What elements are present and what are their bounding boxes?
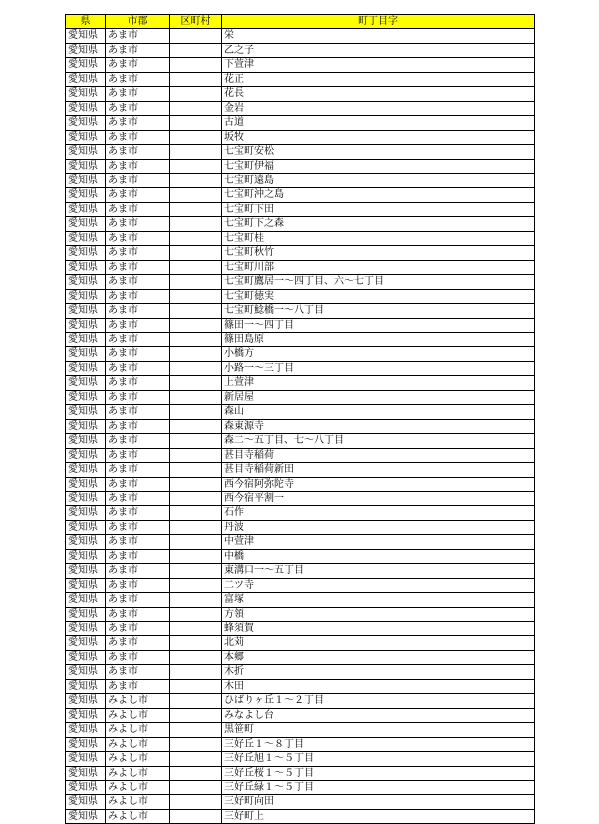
city-cell: あま市 (106, 289, 170, 303)
prefecture-cell: 愛知県 (66, 101, 106, 115)
table-row (66, 159, 535, 173)
ward-cell (170, 708, 222, 722)
city-cell: あま市 (106, 217, 170, 231)
prefecture-cell: 愛知県 (66, 491, 106, 505)
city-cell: あま市 (106, 535, 170, 549)
ward-cell (170, 809, 222, 823)
table-row (66, 737, 535, 751)
header-row (66, 15, 535, 29)
prefecture-cell: 愛知県 (66, 130, 106, 144)
table-row (66, 347, 535, 361)
prefecture-cell: 愛知県 (66, 434, 106, 448)
prefecture-cell: 愛知県 (66, 29, 106, 43)
city-cell: あま市 (106, 679, 170, 693)
city-cell: あま市 (106, 376, 170, 390)
town-cell: 甚目寺稲荷 (222, 448, 535, 462)
prefecture-cell: 愛知県 (66, 419, 106, 433)
table-row (66, 448, 535, 462)
ward-cell (170, 101, 222, 115)
prefecture-cell: 愛知県 (66, 679, 106, 693)
town-cell: 栄 (222, 29, 535, 43)
town-cell: 木折 (222, 665, 535, 679)
city-cell: あま市 (106, 332, 170, 346)
prefecture-cell: 愛知県 (66, 737, 106, 751)
table-row (66, 173, 535, 187)
table-row (66, 275, 535, 289)
city-cell: あま市 (106, 636, 170, 650)
ward-cell (170, 679, 222, 693)
ward-cell (170, 318, 222, 332)
city-cell: あま市 (106, 477, 170, 491)
city-cell: みよし市 (106, 723, 170, 737)
ward-cell (170, 405, 222, 419)
town-cell: 三好町向田 (222, 795, 535, 809)
ward-cell (170, 361, 222, 375)
city-cell: あま市 (106, 506, 170, 520)
city-cell: あま市 (106, 347, 170, 361)
prefecture-cell: 愛知県 (66, 723, 106, 737)
town-cell: 北苅 (222, 636, 535, 650)
town-cell: 七宝町下之森 (222, 217, 535, 231)
table-row (66, 217, 535, 231)
table-row (66, 246, 535, 260)
ward-cell (170, 752, 222, 766)
ward-cell (170, 231, 222, 245)
city-cell: あま市 (106, 622, 170, 636)
ward-cell (170, 29, 222, 43)
city-cell: あま市 (106, 173, 170, 187)
ward-cell (170, 448, 222, 462)
prefecture-cell: 愛知県 (66, 390, 106, 404)
city-cell: あま市 (106, 260, 170, 274)
column-header-ward-town-village: 区町村 (170, 15, 222, 29)
town-cell: みなよし台 (222, 708, 535, 722)
ward-cell (170, 694, 222, 708)
ward-cell (170, 636, 222, 650)
ward-cell (170, 173, 222, 187)
ward-cell (170, 332, 222, 346)
town-cell: 乙之子 (222, 43, 535, 57)
table-row (66, 650, 535, 664)
ward-cell (170, 304, 222, 318)
city-cell: みよし市 (106, 766, 170, 780)
city-cell: みよし市 (106, 781, 170, 795)
town-cell: 七宝町鷹居一～四丁目、六～七丁目 (222, 275, 535, 289)
table-row (66, 116, 535, 130)
prefecture-cell: 愛知県 (66, 477, 106, 491)
town-cell: 三好丘旭１～５丁目 (222, 752, 535, 766)
city-cell: あま市 (106, 202, 170, 216)
prefecture-cell: 愛知県 (66, 304, 106, 318)
prefecture-cell: 愛知県 (66, 43, 106, 57)
town-cell: 三好丘緑１～５丁目 (222, 781, 535, 795)
city-cell: あま市 (106, 72, 170, 86)
prefecture-cell: 愛知県 (66, 145, 106, 159)
town-cell: 富塚 (222, 593, 535, 607)
town-cell: 花長 (222, 87, 535, 101)
town-cell: 新居屋 (222, 390, 535, 404)
ward-cell (170, 795, 222, 809)
town-cell: 方領 (222, 607, 535, 621)
city-cell: あま市 (106, 405, 170, 419)
city-cell: あま市 (106, 116, 170, 130)
town-cell: 下萱津 (222, 58, 535, 72)
ward-cell (170, 491, 222, 505)
city-cell: あま市 (106, 231, 170, 245)
town-cell: 七宝町伊福 (222, 159, 535, 173)
town-cell: 七宝町秋竹 (222, 246, 535, 260)
ward-cell (170, 434, 222, 448)
table-row (66, 766, 535, 780)
town-cell: 黒笹町 (222, 723, 535, 737)
ward-cell (170, 130, 222, 144)
city-cell: あま市 (106, 520, 170, 534)
city-cell: あま市 (106, 434, 170, 448)
table-row (66, 87, 535, 101)
town-cell: ひばりヶ丘１～２丁目 (222, 694, 535, 708)
town-cell: 森山 (222, 405, 535, 419)
ward-cell (170, 607, 222, 621)
city-cell: あま市 (106, 448, 170, 462)
prefecture-cell: 愛知県 (66, 289, 106, 303)
town-cell: 七宝町安松 (222, 145, 535, 159)
town-cell: 石作 (222, 506, 535, 520)
town-cell: 坂牧 (222, 130, 535, 144)
table-row (66, 463, 535, 477)
table-row (66, 593, 535, 607)
ward-cell (170, 145, 222, 159)
town-cell: 篠田一～四丁目 (222, 318, 535, 332)
address-table (65, 14, 535, 824)
city-cell: あま市 (106, 564, 170, 578)
table-body (66, 29, 535, 824)
town-cell: 蜂須賀 (222, 622, 535, 636)
prefecture-cell: 愛知県 (66, 650, 106, 664)
ward-cell (170, 275, 222, 289)
table-row (66, 809, 535, 823)
town-cell: 三好丘桜１～５丁目 (222, 766, 535, 780)
city-cell: あま市 (106, 188, 170, 202)
ward-cell (170, 506, 222, 520)
table-row (66, 419, 535, 433)
ward-cell (170, 116, 222, 130)
ward-cell (170, 781, 222, 795)
town-cell: 小橋方 (222, 347, 535, 361)
table-row (66, 564, 535, 578)
table-row (66, 145, 535, 159)
table-row (66, 289, 535, 303)
table-row (66, 101, 535, 115)
ward-cell (170, 260, 222, 274)
table-row (66, 390, 535, 404)
town-cell: 金岩 (222, 101, 535, 115)
town-cell: 七宝町下田 (222, 202, 535, 216)
prefecture-cell: 愛知県 (66, 564, 106, 578)
table-row (66, 188, 535, 202)
prefecture-cell: 愛知県 (66, 578, 106, 592)
town-cell: 七宝町沖之島 (222, 188, 535, 202)
prefecture-cell: 愛知県 (66, 260, 106, 274)
city-cell: みよし市 (106, 694, 170, 708)
table-row (66, 130, 535, 144)
ward-cell (170, 58, 222, 72)
city-cell: あま市 (106, 491, 170, 505)
table-row (66, 202, 535, 216)
town-cell: 森東源寺 (222, 419, 535, 433)
town-cell: 三好丘１～８丁目 (222, 737, 535, 751)
ward-cell (170, 390, 222, 404)
ward-cell (170, 766, 222, 780)
city-cell: あま市 (106, 665, 170, 679)
town-cell: 二ツ寺 (222, 578, 535, 592)
city-cell: あま市 (106, 246, 170, 260)
table-row (66, 260, 535, 274)
city-cell: あま市 (106, 549, 170, 563)
prefecture-cell: 愛知県 (66, 87, 106, 101)
prefecture-cell: 愛知県 (66, 708, 106, 722)
ward-cell (170, 188, 222, 202)
town-cell: 七宝町鯰橋一～八丁目 (222, 304, 535, 318)
table-row (66, 752, 535, 766)
prefecture-cell: 愛知県 (66, 665, 106, 679)
town-cell: 花正 (222, 72, 535, 86)
prefecture-cell: 愛知県 (66, 766, 106, 780)
prefecture-cell: 愛知県 (66, 72, 106, 86)
table-row (66, 708, 535, 722)
town-cell: 森二～五丁目、七～八丁目 (222, 434, 535, 448)
table-row (66, 607, 535, 621)
ward-cell (170, 246, 222, 260)
table-row (66, 29, 535, 43)
ward-cell (170, 289, 222, 303)
prefecture-cell: 愛知県 (66, 694, 106, 708)
table-row (66, 578, 535, 592)
city-cell: あま市 (106, 650, 170, 664)
prefecture-cell: 愛知県 (66, 275, 106, 289)
table-row (66, 679, 535, 693)
city-cell: あま市 (106, 130, 170, 144)
ward-cell (170, 217, 222, 231)
table-row (66, 361, 535, 375)
city-cell: あま市 (106, 101, 170, 115)
city-cell: みよし市 (106, 795, 170, 809)
town-cell: 西今宿平割一 (222, 491, 535, 505)
ward-cell (170, 202, 222, 216)
table-row (66, 58, 535, 72)
city-cell: あま市 (106, 419, 170, 433)
prefecture-cell: 愛知県 (66, 636, 106, 650)
prefecture-cell: 愛知県 (66, 159, 106, 173)
table-row (66, 231, 535, 245)
table-row (66, 694, 535, 708)
town-cell: 七宝町桂 (222, 231, 535, 245)
town-cell: 上萱津 (222, 376, 535, 390)
city-cell: あま市 (106, 578, 170, 592)
city-cell: あま市 (106, 58, 170, 72)
city-cell: あま市 (106, 275, 170, 289)
city-cell: あま市 (106, 318, 170, 332)
city-cell: あま市 (106, 390, 170, 404)
town-cell: 中萱津 (222, 535, 535, 549)
ward-cell (170, 737, 222, 751)
city-cell: あま市 (106, 29, 170, 43)
column-header-town-chome: 町丁目字 (222, 15, 535, 29)
ward-cell (170, 535, 222, 549)
table-row (66, 636, 535, 650)
ward-cell (170, 593, 222, 607)
prefecture-cell: 愛知県 (66, 549, 106, 563)
prefecture-cell: 愛知県 (66, 376, 106, 390)
city-cell: あま市 (106, 593, 170, 607)
table-row (66, 723, 535, 737)
city-cell: みよし市 (106, 752, 170, 766)
town-cell: 七宝町遠島 (222, 173, 535, 187)
prefecture-cell: 愛知県 (66, 622, 106, 636)
city-cell: みよし市 (106, 737, 170, 751)
table-row (66, 332, 535, 346)
city-cell: あま市 (106, 607, 170, 621)
table-row (66, 434, 535, 448)
city-cell: あま市 (106, 361, 170, 375)
table-row (66, 535, 535, 549)
ward-cell (170, 564, 222, 578)
ward-cell (170, 463, 222, 477)
table-row (66, 665, 535, 679)
table-row (66, 795, 535, 809)
column-header-city: 市郡 (106, 15, 170, 29)
prefecture-cell: 愛知県 (66, 607, 106, 621)
ward-cell (170, 477, 222, 491)
prefecture-cell: 愛知県 (66, 752, 106, 766)
table-row (66, 520, 535, 534)
prefecture-cell: 愛知県 (66, 231, 106, 245)
town-cell: 七宝町川部 (222, 260, 535, 274)
ward-cell (170, 665, 222, 679)
city-cell: あま市 (106, 159, 170, 173)
prefecture-cell: 愛知県 (66, 361, 106, 375)
prefecture-cell: 愛知県 (66, 593, 106, 607)
ward-cell (170, 159, 222, 173)
ward-cell (170, 578, 222, 592)
ward-cell (170, 520, 222, 534)
prefecture-cell: 愛知県 (66, 173, 106, 187)
prefecture-cell: 愛知県 (66, 463, 106, 477)
column-header-prefecture: 県 (66, 15, 106, 29)
city-cell: みよし市 (106, 809, 170, 823)
ward-cell (170, 347, 222, 361)
prefecture-cell: 愛知県 (66, 347, 106, 361)
city-cell: あま市 (106, 304, 170, 318)
town-cell: 中橋 (222, 549, 535, 563)
ward-cell (170, 419, 222, 433)
ward-cell (170, 72, 222, 86)
table-row (66, 72, 535, 86)
table-row (66, 622, 535, 636)
prefecture-cell: 愛知県 (66, 448, 106, 462)
prefecture-cell: 愛知県 (66, 781, 106, 795)
table-row (66, 43, 535, 57)
ward-cell (170, 622, 222, 636)
table-row (66, 477, 535, 491)
prefecture-cell: 愛知県 (66, 506, 106, 520)
prefecture-cell: 愛知県 (66, 188, 106, 202)
town-cell: 三好町上 (222, 809, 535, 823)
table-row (66, 304, 535, 318)
prefecture-cell: 愛知県 (66, 58, 106, 72)
town-cell: 本郷 (222, 650, 535, 664)
town-cell: 七宝町徳実 (222, 289, 535, 303)
city-cell: あま市 (106, 43, 170, 57)
table-row (66, 318, 535, 332)
city-cell: あま市 (106, 463, 170, 477)
prefecture-cell: 愛知県 (66, 332, 106, 346)
prefecture-cell: 愛知県 (66, 318, 106, 332)
table-row (66, 506, 535, 520)
prefecture-cell: 愛知県 (66, 116, 106, 130)
prefecture-cell: 愛知県 (66, 217, 106, 231)
table-row (66, 376, 535, 390)
city-cell: みよし市 (106, 708, 170, 722)
town-cell: 西今宿阿弥陀寺 (222, 477, 535, 491)
ward-cell (170, 650, 222, 664)
prefecture-cell: 愛知県 (66, 202, 106, 216)
town-cell: 丹波 (222, 520, 535, 534)
table-row (66, 405, 535, 419)
ward-cell (170, 723, 222, 737)
town-cell: 甚目寺稲荷新田 (222, 463, 535, 477)
prefecture-cell: 愛知県 (66, 246, 106, 260)
prefecture-cell: 愛知県 (66, 405, 106, 419)
town-cell: 篠田島原 (222, 332, 535, 346)
city-cell: あま市 (106, 145, 170, 159)
table-row (66, 549, 535, 563)
prefecture-cell: 愛知県 (66, 535, 106, 549)
town-cell: 小路一～三丁目 (222, 361, 535, 375)
ward-cell (170, 43, 222, 57)
prefecture-cell: 愛知県 (66, 809, 106, 823)
town-cell: 古道 (222, 116, 535, 130)
city-cell: あま市 (106, 87, 170, 101)
prefecture-cell: 愛知県 (66, 795, 106, 809)
ward-cell (170, 549, 222, 563)
ward-cell (170, 376, 222, 390)
town-cell: 木田 (222, 679, 535, 693)
table-row (66, 491, 535, 505)
table-row (66, 781, 535, 795)
town-cell: 東溝口一～五丁目 (222, 564, 535, 578)
prefecture-cell: 愛知県 (66, 520, 106, 534)
ward-cell (170, 87, 222, 101)
